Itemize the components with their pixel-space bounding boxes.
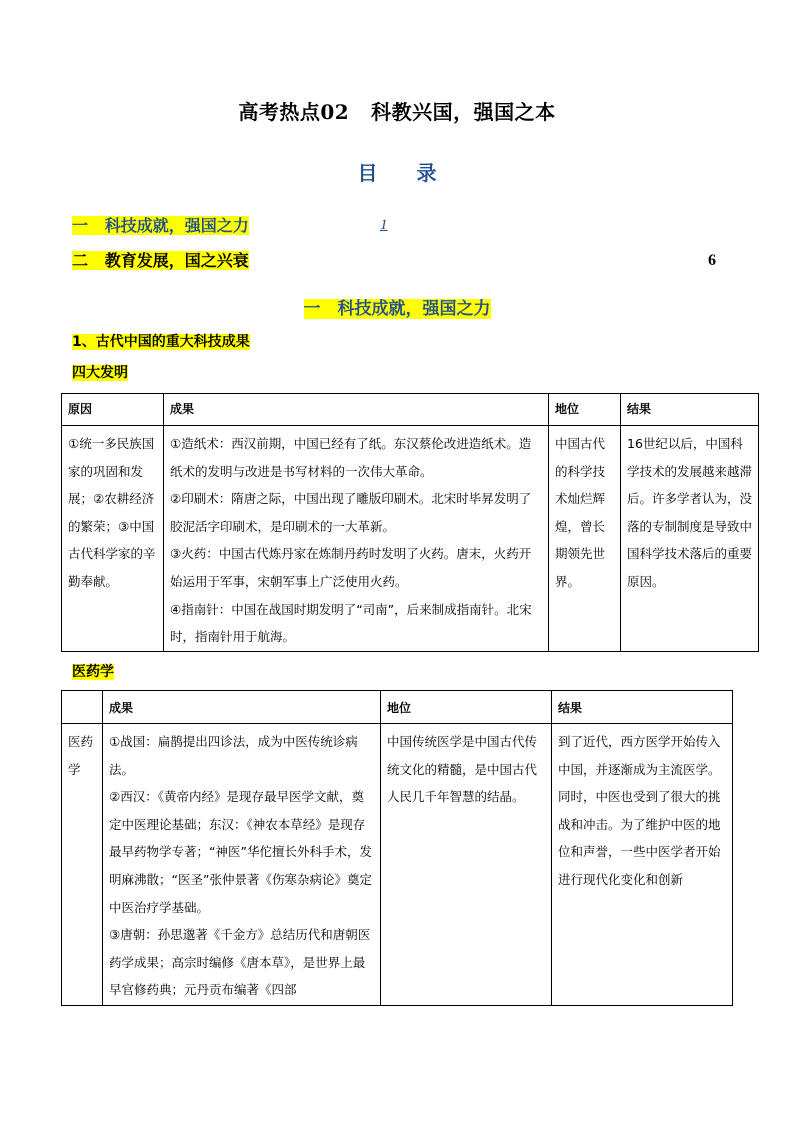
- header-result: 结果: [552, 691, 733, 724]
- cell-result: 到了近代，西方医学开始传入中国，并逐渐成为主流医学。同时，中医也受到了很大的挑战和冲击。为了维护中医的地位和声誉，一些中医学者开始进行现代化变化和创新: [552, 724, 733, 1006]
- table-row: [62, 426, 759, 652]
- cell-achievements: [164, 426, 549, 652]
- header-status: 地位: [549, 394, 621, 426]
- four-inventions-table: [61, 393, 759, 652]
- table-header-row: [62, 691, 733, 724]
- header-cause: 原因: [62, 394, 164, 426]
- table-row: [62, 724, 733, 1006]
- medicine-table: [61, 690, 733, 1006]
- title-left: 高考热点02: [238, 100, 350, 124]
- subheading-medicine: 医药学: [72, 664, 114, 680]
- achievement-printing: ②印刷术：隋唐之际，中国出现了雕版印刷术。北宋时毕昇发明了胶泥活字印刷术，是印刷术的一大革新。: [170, 491, 532, 534]
- toc-entry-2[interactable]: [72, 250, 249, 272]
- subheading-ancient-achievements: 1、古代中国的重大科技成果: [72, 334, 250, 350]
- toc-entry-1[interactable]: [72, 215, 249, 237]
- achievement-gunpowder: ③火药：中国古代炼丹家在炼制丹药时发明了火药。唐末，火药开始运用于军事，宋朝军事上广泛使用火药。: [170, 546, 532, 589]
- achievement-warring-states: ①战国：扁鹊提出四诊法，成为中医传统诊病法。: [109, 734, 358, 777]
- header-blank: [62, 691, 103, 724]
- toc-heading: 目 录: [357, 161, 453, 185]
- cell-status: 中国传统医学是中国古代传统文化的精髓，是中国古代人民几千年智慧的结晶。: [381, 724, 552, 1006]
- header-status: 地位: [381, 691, 552, 724]
- document-title: [0, 96, 794, 125]
- toc-entry-2-num: 二: [72, 251, 89, 270]
- cell-result: 16世纪以后，中国科学技术的发展越来越滞后。许多学者认为，没落的专制制度是导致中国科学技术落后的重要原因。: [621, 426, 759, 652]
- achievement-tang: ③唐朝：孙思邈著《千金方》总结历代和唐朝医药学成果；高宗时编修《唐本草》，是世界上最早官修药典；元丹贡布编著《四部: [109, 927, 371, 998]
- header-achievement: 成果: [164, 394, 549, 426]
- toc-entry-1-num: 一: [72, 216, 89, 235]
- achievement-compass: ④指南针：中国在战国时期发明了“司南”，后来制成指南针。北宋时，指南针用于航海。: [170, 601, 532, 645]
- toc-entry-1-page[interactable]: 1: [380, 217, 388, 233]
- header-result: 结果: [621, 394, 759, 426]
- section-heading: 一 科技成就，强国之力: [303, 299, 491, 319]
- achievement-han: ②西汉：《黄帝内经》是现存最早医学文献，奠定中医理论基础；东汉：《神农本草经》是现存最早药物学专著；“神医”华佗擅长外科手术，发明麻沸散；“医圣”张仲景著《伤寒杂病论》奠定中医治疗学基础。: [109, 789, 372, 915]
- cell-cause: ①统一多民族国家的巩固和发展；②农耕经济的繁荣；③中国古代科学家的辛勤奉献。: [62, 426, 164, 652]
- cell-status: 中国古代的科学技术灿烂辉煌，曾长期领先世界。: [549, 426, 621, 652]
- toc-entry-1-label: 科技成就，强国之力: [104, 216, 249, 235]
- cell-achievements: [103, 724, 381, 1006]
- title-right: 科教兴国，强国之本: [371, 100, 556, 124]
- subheading-four-inventions: 四大发明: [72, 365, 128, 381]
- toc-entry-2-label: 教育发展，国之兴衰: [104, 251, 249, 270]
- toc-entry-2-page[interactable]: 6: [708, 252, 716, 269]
- achievement-paper: ①造纸术：西汉前期，中国已经有了纸。东汉蔡伦改进造纸术。造纸术的发明与改进是书写材料的一次伟大革命。: [170, 436, 532, 479]
- table-header-row: [62, 394, 759, 426]
- header-achievement: 成果: [103, 691, 381, 724]
- cell-row-label: 医药学: [62, 724, 103, 1006]
